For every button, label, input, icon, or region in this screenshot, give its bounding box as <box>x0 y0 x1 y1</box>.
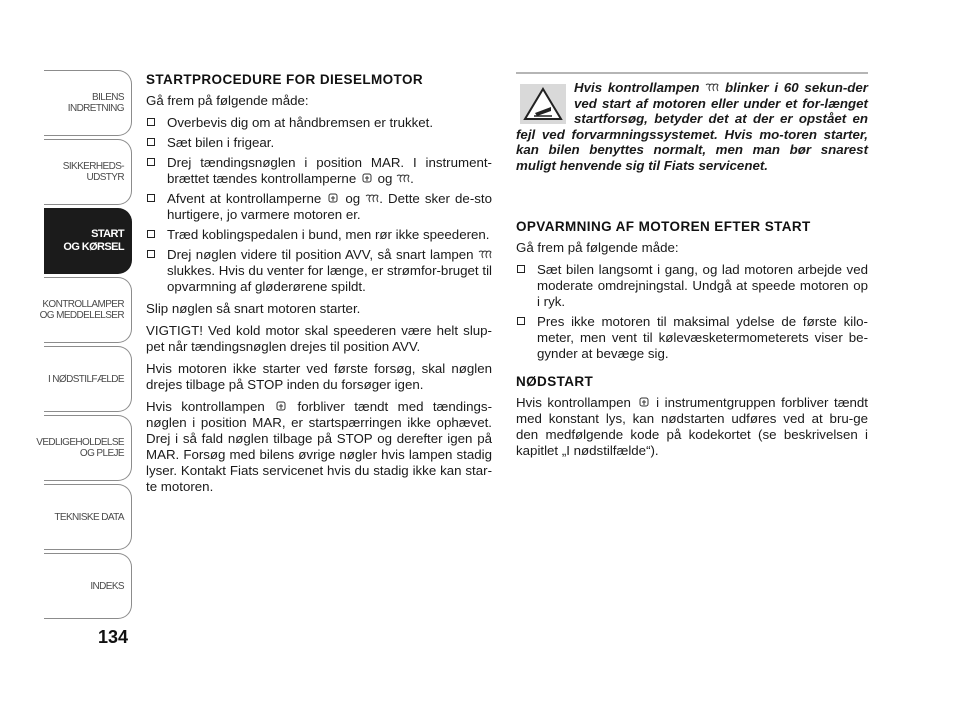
tab-label: BILENS <box>92 92 124 103</box>
tab-i-nodstilfaelde[interactable] <box>44 346 132 412</box>
right-column <box>516 72 868 465</box>
tab-start-og-korsel[interactable] <box>44 208 132 274</box>
tab-label: OG KØRSEL <box>63 241 124 253</box>
warning-text: Hvis kontrollampen blinker i 60 sekun-der ved start af motoren eller under et for-længet startforsøg, betyder det at der er opstået en fejl ved forvarmningssystemet. Hvis mo-toren starter, kan bilen benyttes normalt, men man bør snarest muligt henvende sig til Fiats servicenet. <box>516 80 868 173</box>
list-item: Drej tændingsnøglen i position MAR. I instrument-brættet tændes kontrollamperne og . <box>146 155 492 187</box>
intro-text: Gå frem på følgende måde: <box>516 240 679 255</box>
list-item: Sæt bilen i frigear. <box>146 135 492 151</box>
tab-label: SIKKERHEDS- <box>62 161 124 172</box>
list-item: Pres ikke motoren til maksimal ydelse de første kilo-meter, men vent til kølevæsketermometerets viser be-gynder at bevæge sig. <box>516 314 868 362</box>
left-column <box>146 72 492 501</box>
step-list <box>146 115 492 295</box>
immobilizer-lamp-icon <box>360 173 374 184</box>
paragraph: Hvis kontrollampen i instrumentgruppen forbliver tændt med konstant lys, kan nødstarten udføres ved at bru-ge den medfølgende kode på kodekortet (se beskrivelsen i kapitlet „I nødstilfælde“). <box>516 395 868 458</box>
checkbox-bullet-icon <box>147 194 155 202</box>
glow-plug-lamp-icon <box>396 173 410 184</box>
intro-text: Gå frem på følgende måde: <box>146 93 309 108</box>
tab-kontrollamper[interactable] <box>39 277 132 343</box>
tab-label: KONTROLLAMPER <box>42 299 124 310</box>
warning-triangle-icon <box>520 84 566 124</box>
paragraph: Hvis motoren ikke starter ved første forsøg, skal nøglen drejes tilbage på STOP inden du forsøger igen. <box>146 361 492 392</box>
glow-plug-lamp-icon <box>365 193 379 204</box>
section-title-nodstart: NØDSTART <box>516 374 594 389</box>
tab-label: START <box>91 228 124 240</box>
list-item: Overbevis dig om at håndbremsen er trukket. <box>146 115 492 131</box>
tab-vedligeholdelse[interactable] <box>36 415 132 481</box>
tab-bilens-indretning[interactable] <box>44 70 132 136</box>
tab-tekniske-data[interactable] <box>44 484 132 550</box>
tab-sikkerhedsudstyr[interactable] <box>44 139 132 205</box>
glow-plug-lamp-icon <box>478 249 492 260</box>
paragraph: Slip nøglen så snart motoren starter. <box>146 301 361 316</box>
immobilizer-lamp-icon <box>274 401 288 412</box>
list-item: Træd koblingspedalen i bund, men rør ikke speederen. <box>146 227 492 243</box>
list-item: Drej nøglen videre til position AVV, så snart lampen slukkes. Hvis du venter for længe, er strømfor-bruget til opvarmning af gløderørene spildt. <box>146 247 492 295</box>
warning-box <box>516 72 868 173</box>
immobilizer-lamp-icon <box>637 397 651 408</box>
tab-label: UDSTYR <box>86 172 124 183</box>
tab-label: I NØDSTILFÆLDE <box>47 373 124 385</box>
tab-label: TEKNISKE DATA <box>54 511 124 523</box>
checkbox-bullet-icon <box>517 317 525 325</box>
paragraph: VIGTIGT! Ved kold motor skal speederen være helt slup-pet når tændingsnøglen drejes til position AVV. <box>146 323 492 354</box>
checkbox-bullet-icon <box>147 158 155 166</box>
checkbox-bullet-icon <box>147 250 155 258</box>
checkbox-bullet-icon <box>147 138 155 146</box>
section-title-startprocedure: STARTPROCEDURE FOR DIESELMOTOR <box>146 72 424 87</box>
tab-label: OG PLEJE <box>79 448 124 459</box>
immobilizer-lamp-icon <box>326 193 340 204</box>
list-item: Afvent at kontrollamperne og . Dette sker de-sto hurtigere, jo varmere motoren er. <box>146 191 492 223</box>
section-title-opvarmning: OPVARMNING AF MOTOREN EFTER START <box>516 219 811 234</box>
checkbox-bullet-icon <box>517 265 525 273</box>
tab-label: OG MEDDELELSER <box>39 310 124 321</box>
paragraph: Hvis kontrollampen forbliver tændt med tændings-nøglen i position MAR, er startspærringen ikke ophævet. Drej i så fald nøglen tilbage på STOP og derefter igen på MAR. Forsøg med bilens øvrige nøgler hvis lampen stadig lyser. Kontakt Fiats servicenet hvis du stadig ikke kan star-te motoren. <box>146 399 492 494</box>
tab-label: INDEKS <box>90 580 124 592</box>
tab-indeks[interactable] <box>44 553 132 619</box>
step-list <box>516 262 868 362</box>
page-number: 134 <box>98 627 129 647</box>
checkbox-bullet-icon <box>147 230 155 238</box>
tab-label: INDRETNING <box>67 103 124 114</box>
tab-label: VEDLIGEHOLDELSE <box>36 437 124 448</box>
glow-plug-lamp-icon <box>705 82 719 93</box>
list-item: Sæt bilen langsomt i gang, og lad motoren arbejde ved moderate omdrejningstal. Undgå at speede motoren op i ryk. <box>516 262 868 310</box>
checkbox-bullet-icon <box>147 118 155 126</box>
